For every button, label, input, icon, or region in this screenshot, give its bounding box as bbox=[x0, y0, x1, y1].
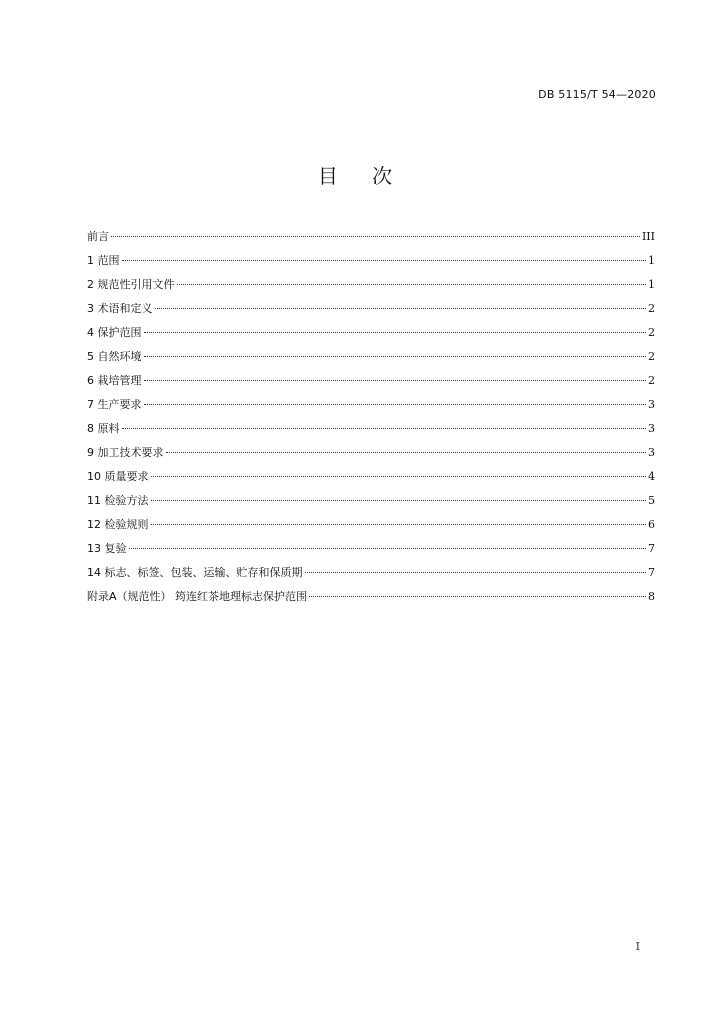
toc-entry-terms-definitions[interactable] bbox=[87, 300, 655, 324]
document-code: DB 5115/T 54—2020 bbox=[538, 88, 656, 101]
toc-leader-dots bbox=[129, 548, 647, 549]
toc-leader-dots bbox=[151, 500, 647, 501]
toc-entry-page: 1 bbox=[648, 254, 655, 267]
toc-entry-label: 6 栽培管理 bbox=[87, 374, 142, 387]
toc-entry-protection-scope[interactable] bbox=[87, 324, 655, 348]
toc-leader-dots bbox=[166, 452, 647, 453]
toc-entry-label: 1 范围 bbox=[87, 254, 120, 267]
toc-entry-page: 7 bbox=[648, 566, 655, 579]
toc-entry-page: 3 bbox=[648, 446, 655, 459]
toc-entry-page: 2 bbox=[648, 302, 655, 315]
toc-entry-quality-requirements[interactable] bbox=[87, 468, 655, 492]
footer-page-number: I bbox=[635, 940, 640, 953]
toc-leader-dots bbox=[177, 284, 647, 285]
toc-entry-label: 7 生产要求 bbox=[87, 398, 142, 411]
toc-leader-dots bbox=[309, 596, 646, 597]
toc-entry-scope[interactable] bbox=[87, 252, 655, 276]
toc-entry-page: 6 bbox=[648, 518, 655, 531]
toc-entry-label: 11 检验方法 bbox=[87, 494, 149, 507]
table-of-contents bbox=[87, 228, 655, 612]
toc-leader-dots bbox=[155, 308, 647, 309]
toc-entry-label: 14 标志、标签、包装、运输、贮存和保质期 bbox=[87, 566, 303, 579]
toc-entry-label: 4 保护范围 bbox=[87, 326, 142, 339]
toc-leader-dots bbox=[305, 572, 647, 573]
toc-entry-page: III bbox=[641, 230, 655, 243]
toc-leader-dots bbox=[111, 236, 640, 237]
toc-entry-label: 12 检验规则 bbox=[87, 518, 149, 531]
toc-leader-dots bbox=[151, 524, 647, 525]
toc-entry-label: 8 原料 bbox=[87, 422, 120, 435]
toc-entry-label: 13 复验 bbox=[87, 542, 127, 555]
page-title: 目 次 bbox=[317, 164, 407, 188]
toc-entry-label: 3 术语和定义 bbox=[87, 302, 153, 315]
toc-entry-page: 8 bbox=[648, 590, 655, 603]
toc-leader-dots bbox=[144, 356, 647, 357]
toc-entry-raw-materials[interactable] bbox=[87, 420, 655, 444]
toc-leader-dots bbox=[151, 476, 647, 477]
toc-entry-foreword[interactable] bbox=[87, 228, 655, 252]
toc-entry-page: 7 bbox=[648, 542, 655, 555]
toc-entry-page: 4 bbox=[648, 470, 655, 483]
toc-entry-label: 10 质量要求 bbox=[87, 470, 149, 483]
toc-entry-page: 2 bbox=[648, 374, 655, 387]
toc-entry-label: 前言 bbox=[87, 230, 109, 243]
toc-entry-appendix-a[interactable] bbox=[87, 588, 655, 612]
toc-entry-page: 2 bbox=[648, 326, 655, 339]
toc-entry-page: 3 bbox=[648, 422, 655, 435]
toc-leader-dots bbox=[144, 332, 647, 333]
toc-entry-page: 3 bbox=[648, 398, 655, 411]
toc-entry-marking-packaging[interactable] bbox=[87, 564, 655, 588]
toc-entry-production-requirements[interactable] bbox=[87, 396, 655, 420]
toc-entry-page: 1 bbox=[648, 278, 655, 291]
toc-entry-page: 2 bbox=[648, 350, 655, 363]
toc-leader-dots bbox=[122, 260, 647, 261]
toc-entry-cultivation[interactable] bbox=[87, 372, 655, 396]
toc-entry-reinspection[interactable] bbox=[87, 540, 655, 564]
toc-entry-label: 2 规范性引用文件 bbox=[87, 278, 175, 291]
toc-leader-dots bbox=[122, 428, 647, 429]
toc-entry-natural-environment[interactable] bbox=[87, 348, 655, 372]
toc-entry-label: 9 加工技术要求 bbox=[87, 446, 164, 459]
toc-entry-label: 附录A（规范性） 筠连红茶地理标志保护范围 bbox=[87, 590, 308, 603]
toc-entry-processing-requirements[interactable] bbox=[87, 444, 655, 468]
toc-entry-inspection-rules[interactable] bbox=[87, 516, 655, 540]
toc-entry-normative-references[interactable] bbox=[87, 276, 655, 300]
toc-entry-test-methods[interactable] bbox=[87, 492, 655, 516]
toc-leader-dots bbox=[144, 404, 647, 405]
toc-entry-label: 5 自然环境 bbox=[87, 350, 142, 363]
toc-entry-page: 5 bbox=[648, 494, 655, 507]
toc-leader-dots bbox=[144, 380, 647, 381]
